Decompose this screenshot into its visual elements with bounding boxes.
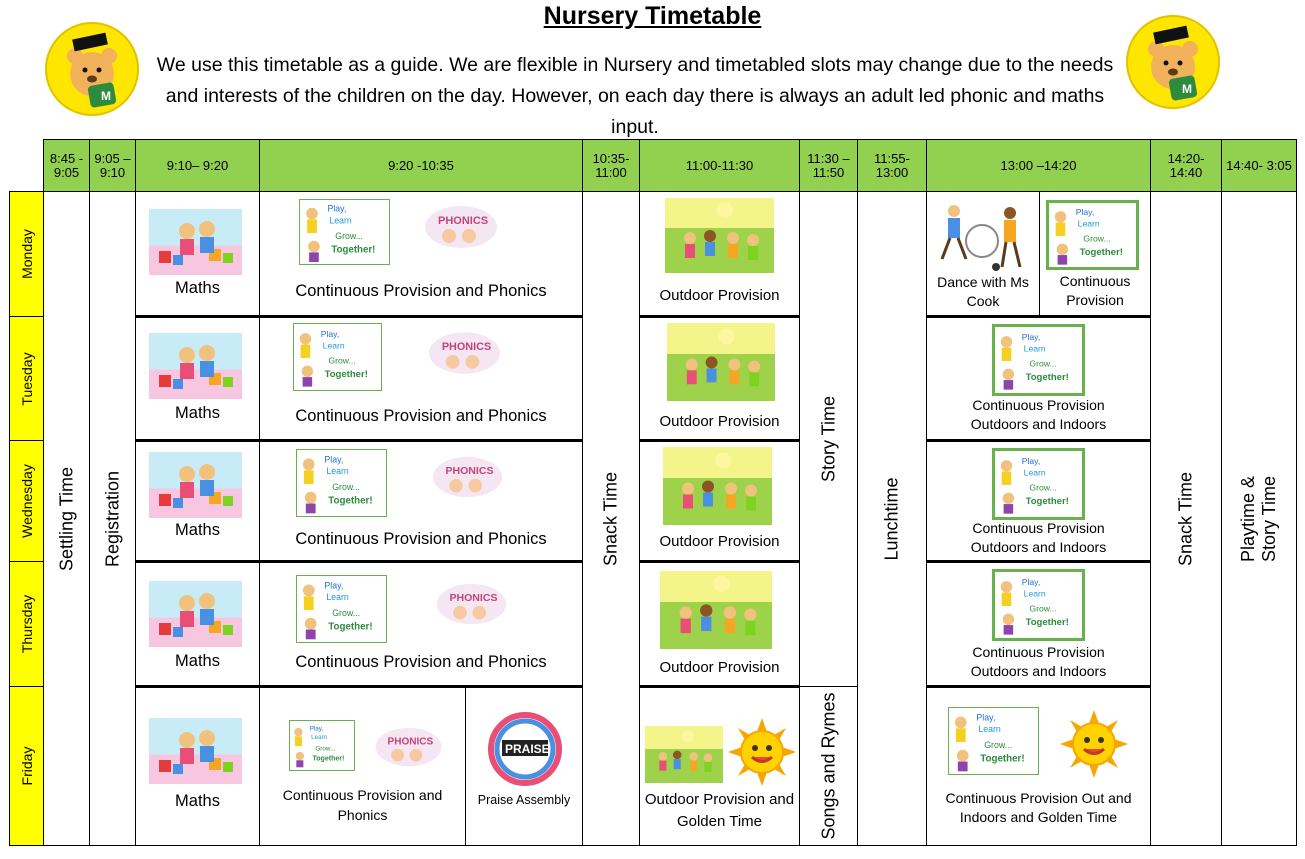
svg-text:Learn: Learn [1023, 467, 1046, 478]
svg-text:Together!: Together! [328, 495, 373, 507]
snack-time-cell: Snack Time [582, 191, 640, 846]
svg-text:Together!: Together! [1025, 496, 1069, 508]
play-learn-grow-logo [293, 323, 382, 391]
play-learn-grow-logo [296, 449, 387, 517]
dance-picture [934, 201, 1031, 274]
phonics-picture [428, 330, 502, 376]
svg-text:Play,: Play, [320, 328, 340, 339]
outdoor-picture [665, 198, 774, 273]
svg-text:PHONICS: PHONICS [387, 736, 434, 748]
settling-time-cell: Settling Time [43, 191, 90, 846]
phonics-cell: Play, Learn Grow... Together! PHONICS Continuous Provision and Phonics [259, 191, 583, 317]
outdoor-golden-time-cell: Outdoor Provision and Golden Time [639, 685, 800, 846]
outdoor-cell: Outdoor Provision [639, 315, 800, 441]
outdoor-picture [645, 726, 723, 783]
snack-time-afternoon-cell: Snack Time [1150, 191, 1222, 846]
svg-text:Learn: Learn [311, 734, 328, 742]
svg-text:Grow...: Grow... [1029, 603, 1057, 614]
header-time: 14:20- 14:40 [1150, 139, 1222, 192]
svg-text:Together!: Together! [1025, 372, 1069, 384]
continuous-provision-cell: Play, Learn Grow... Together! Continuous Provision Outdoors and Indoors [926, 439, 1151, 562]
day-label-wednesday: Wednesday [9, 440, 44, 562]
maths-picture [149, 209, 242, 275]
play-learn-grow-logo [992, 324, 1085, 396]
phonics-picture [424, 204, 499, 250]
svg-text:Together!: Together! [331, 244, 376, 256]
maths-picture [149, 581, 242, 647]
svg-text:Learn: Learn [322, 340, 345, 351]
svg-text:Grow...: Grow... [1029, 482, 1057, 493]
praise-logo [488, 712, 562, 786]
playtime-story-time-cell: Playtime & Story Time [1221, 191, 1297, 846]
header-time: 11:55- 13:00 [857, 139, 927, 192]
svg-text:PRAISE: PRAISE [505, 742, 550, 756]
page-title: Nursery Timetable [543, 2, 762, 30]
continuous-provision-golden-time-cell: Play, Learn Grow... Together! Continuous Provision Out and Indoors and Golden Time [926, 685, 1151, 846]
play-learn-grow-logo [299, 199, 390, 265]
phonics-picture [370, 726, 448, 768]
outdoor-cell: Outdoor Provision [639, 560, 800, 687]
svg-text:Grow...: Grow... [328, 355, 356, 366]
svg-text:Together!: Together! [1079, 247, 1123, 259]
play-learn-grow-logo [992, 569, 1085, 641]
svg-text:Grow...: Grow... [335, 230, 363, 241]
school-logo-icon [1126, 15, 1220, 109]
svg-text:Together!: Together! [312, 755, 345, 763]
maths-cell: Maths [135, 191, 260, 317]
header-time: 11:30 – 11:50 [799, 139, 858, 192]
svg-text:Learn: Learn [1023, 343, 1046, 354]
svg-text:Learn: Learn [978, 724, 1001, 735]
svg-text:Play,: Play, [327, 203, 347, 214]
outdoor-cell: Outdoor Provision [639, 439, 800, 562]
header-time: 13:00 –14:20 [926, 139, 1151, 192]
svg-text:Learn: Learn [1077, 218, 1100, 229]
header-time: 8:45 - 9:05 [43, 139, 90, 192]
school-logo-icon [45, 22, 139, 116]
svg-text:Grow...: Grow... [332, 607, 361, 618]
svg-text:Play,: Play, [1021, 576, 1041, 587]
svg-text:Grow...: Grow... [1029, 358, 1057, 369]
outdoor-picture [663, 447, 772, 525]
continuous-provision-cell: Play, Learn Grow... Together! Continuous Provision [1039, 191, 1151, 317]
header-time: 14:40- 3:05 [1221, 139, 1297, 192]
maths-picture [149, 718, 242, 784]
header-time: 11:00-11:30 [639, 139, 800, 192]
svg-text:PHONICS: PHONICS [441, 341, 492, 354]
continuous-provision-cell: Play, Learn Grow... Together! Continuous Provision Outdoors and Indoors [926, 315, 1151, 441]
outdoor-picture [667, 323, 775, 401]
play-learn-grow-logo [289, 720, 355, 771]
day-label-friday: Friday [9, 686, 44, 846]
svg-text:Play,: Play, [324, 580, 344, 591]
header-time: 9:05 – 9:10 [89, 139, 136, 192]
svg-text:Learn: Learn [326, 466, 349, 477]
svg-text:M: M [101, 89, 111, 103]
header-time: 9:10– 9:20 [135, 139, 260, 192]
phonics-picture [436, 581, 508, 627]
svg-text:PHONICS: PHONICS [438, 215, 489, 227]
praise-assembly-cell: PRAISE Praise Assembly [465, 685, 583, 846]
svg-text:M: M [1182, 82, 1192, 96]
lunchtime-cell: Lunchtime [857, 191, 927, 846]
svg-text:Together!: Together! [980, 753, 1025, 765]
svg-text:Grow...: Grow... [1083, 233, 1111, 244]
day-label-thursday: Thursday [9, 561, 44, 687]
svg-text:Play,: Play, [309, 725, 324, 733]
header-time: 10:35- 11:00 [582, 139, 640, 192]
svg-text:Play,: Play, [1021, 455, 1041, 466]
svg-text:Learn: Learn [1023, 588, 1046, 599]
registration-cell: Registration [89, 191, 136, 846]
story-time-cell: Story Time [799, 191, 858, 687]
phonics-cell: Play, Learn Grow... Together! PHONICS Continuous Provision and Phonics [259, 685, 466, 846]
header-time: 9:20 -10:35 [259, 139, 583, 192]
svg-text:Grow...: Grow... [984, 739, 1013, 750]
svg-text:Learn: Learn [329, 215, 352, 226]
songs-rhymes-cell: Songs and Rymes [799, 686, 858, 846]
maths-cell: Maths [135, 439, 260, 562]
phonics-picture [432, 454, 504, 500]
svg-text:Play,: Play, [1075, 206, 1095, 217]
maths-cell: Maths [135, 685, 260, 846]
svg-text:Learn: Learn [326, 592, 349, 603]
play-learn-grow-logo [296, 575, 387, 643]
maths-picture [149, 333, 242, 399]
svg-text:Play,: Play, [976, 712, 996, 723]
play-learn-grow-logo [948, 707, 1039, 775]
phonics-cell: Play, Learn Grow... Together! PHONICS Continuous Provision and Phonics [259, 560, 583, 687]
play-learn-grow-logo [1046, 200, 1139, 270]
svg-text:Play,: Play, [324, 454, 344, 465]
svg-text:Play,: Play, [1021, 331, 1041, 342]
svg-text:Grow...: Grow... [332, 481, 361, 492]
svg-text:Together!: Together! [1025, 617, 1069, 629]
continuous-provision-cell: Play, Learn Grow... Together! Continuous Provision Outdoors and Indoors [926, 560, 1151, 687]
day-label-monday: Monday [9, 191, 44, 317]
phonics-cell: Play, Learn Grow... Together! PHONICS Continuous Provision and Phonics [259, 315, 583, 441]
day-label-tuesday: Tuesday [9, 316, 44, 441]
svg-text:Together!: Together! [328, 621, 373, 633]
maths-picture [149, 452, 242, 518]
sun-icon [1060, 710, 1128, 778]
sun-icon [728, 718, 796, 786]
phonics-cell: Play, Learn Grow... Together! PHONICS Continuous Provision and Phonics [259, 439, 583, 562]
svg-text:Together!: Together! [324, 369, 368, 381]
outdoor-cell: Outdoor Provision [639, 191, 800, 317]
play-learn-grow-logo [992, 448, 1085, 520]
svg-text:PHONICS: PHONICS [449, 592, 498, 605]
maths-cell: Maths [135, 560, 260, 687]
intro-text: We use this timetable as a guide. We are flexible in Nursery and timetabled slots may change due to the needs and interests of the children on the day. However, on each day there is always an adult led phonic and maths input. [156, 54, 1114, 138]
maths-cell: Maths [135, 315, 260, 441]
svg-text:PHONICS: PHONICS [445, 465, 494, 478]
dance-cell: Dance with Ms Cook [926, 191, 1040, 317]
svg-text:Grow...: Grow... [315, 745, 336, 753]
outdoor-picture [660, 571, 772, 649]
